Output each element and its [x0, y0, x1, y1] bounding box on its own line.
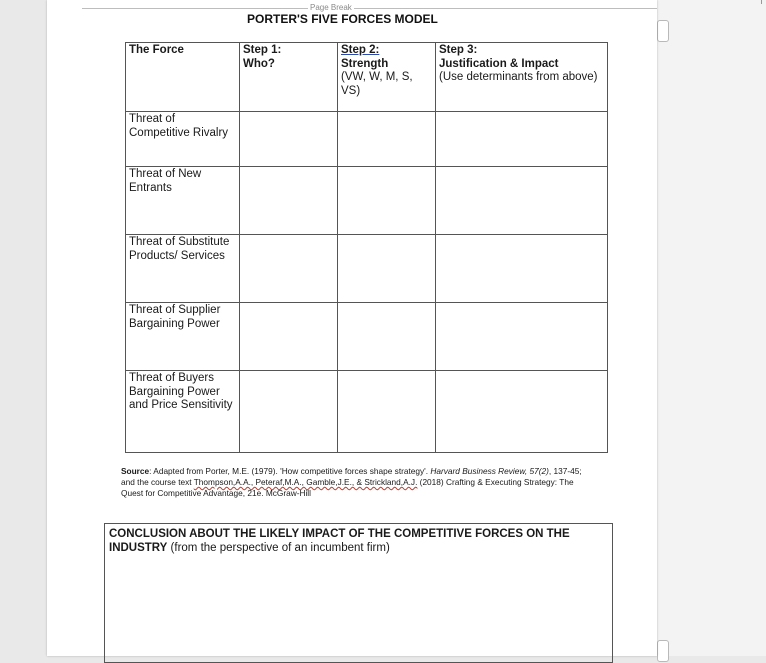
- five-forces-table: [125, 42, 608, 453]
- step1-cell[interactable]: [240, 167, 338, 235]
- header-force[interactable]: The Force: [126, 43, 240, 112]
- header-step2[interactable]: Step 2: Strength (VW, W, M, S, VS): [338, 43, 436, 112]
- table-row: [126, 235, 608, 303]
- step3-cell[interactable]: [436, 167, 608, 235]
- step3-cell[interactable]: [436, 235, 608, 303]
- step2-cell[interactable]: [338, 235, 436, 303]
- table-row: [126, 112, 608, 167]
- force-cell[interactable]: Threat of Substitute Products/ Services: [126, 235, 240, 303]
- conclusion-box[interactable]: [104, 523, 613, 663]
- step2-cell[interactable]: [338, 303, 436, 371]
- step1-cell[interactable]: [240, 371, 338, 453]
- step3-cell[interactable]: [436, 112, 608, 167]
- page-break-line: [82, 8, 657, 9]
- ruler-mark: [761, 0, 762, 4]
- conclusion-note: (from the perspective of an incumbent firm): [167, 542, 390, 554]
- step2-cell[interactable]: [338, 167, 436, 235]
- page-break-label: Page Break: [310, 3, 352, 12]
- step2-cell[interactable]: [338, 371, 436, 453]
- scroll-rail: [657, 0, 766, 656]
- margin-handle-bottom[interactable]: [657, 640, 669, 662]
- table-row: [126, 167, 608, 235]
- table-header-row: [126, 43, 608, 112]
- force-cell[interactable]: Threat of Buyers Bargaining Power and Price Sensitivity: [126, 371, 240, 453]
- step1-cell[interactable]: [240, 235, 338, 303]
- page-title: PORTER'S FIVE FORCES MODEL: [247, 12, 438, 26]
- table-row: [126, 371, 608, 453]
- step2-cell[interactable]: [338, 112, 436, 167]
- conclusion-heading: CONCLUSION ABOUT THE LIKELY IMPACT OF THE COMPETITIVE FORCES ON THE INDUSTRY: [109, 528, 570, 554]
- source-citation: Source: Adapted from Porter, M.E. (1979). 'How competitive forces shape strategy'. Harvard Business Review, 57(2), 137-45; and the course text Thompson,A.A., Peteraf,M.A., Gamble,J.E., & Strickland,A.J. (2018) Crafting & Executing Strategy: The Quest for Competitive Advantage, 21e. McGraw-Hill: [121, 466, 582, 498]
- header-step3[interactable]: Step 3: Justification & Impact (Use determinants from above): [436, 43, 608, 112]
- margin-handle-top[interactable]: [657, 20, 669, 42]
- force-cell[interactable]: Threat of Supplier Bargaining Power: [126, 303, 240, 371]
- step1-cell[interactable]: [240, 303, 338, 371]
- table-row: [126, 303, 608, 371]
- force-cell[interactable]: Threat of New Entrants: [126, 167, 240, 235]
- header-step1[interactable]: Step 1: Who?: [240, 43, 338, 112]
- force-cell[interactable]: Threat of Competitive Rivalry: [126, 112, 240, 167]
- step3-cell[interactable]: [436, 303, 608, 371]
- step1-cell[interactable]: [240, 112, 338, 167]
- step3-cell[interactable]: [436, 371, 608, 453]
